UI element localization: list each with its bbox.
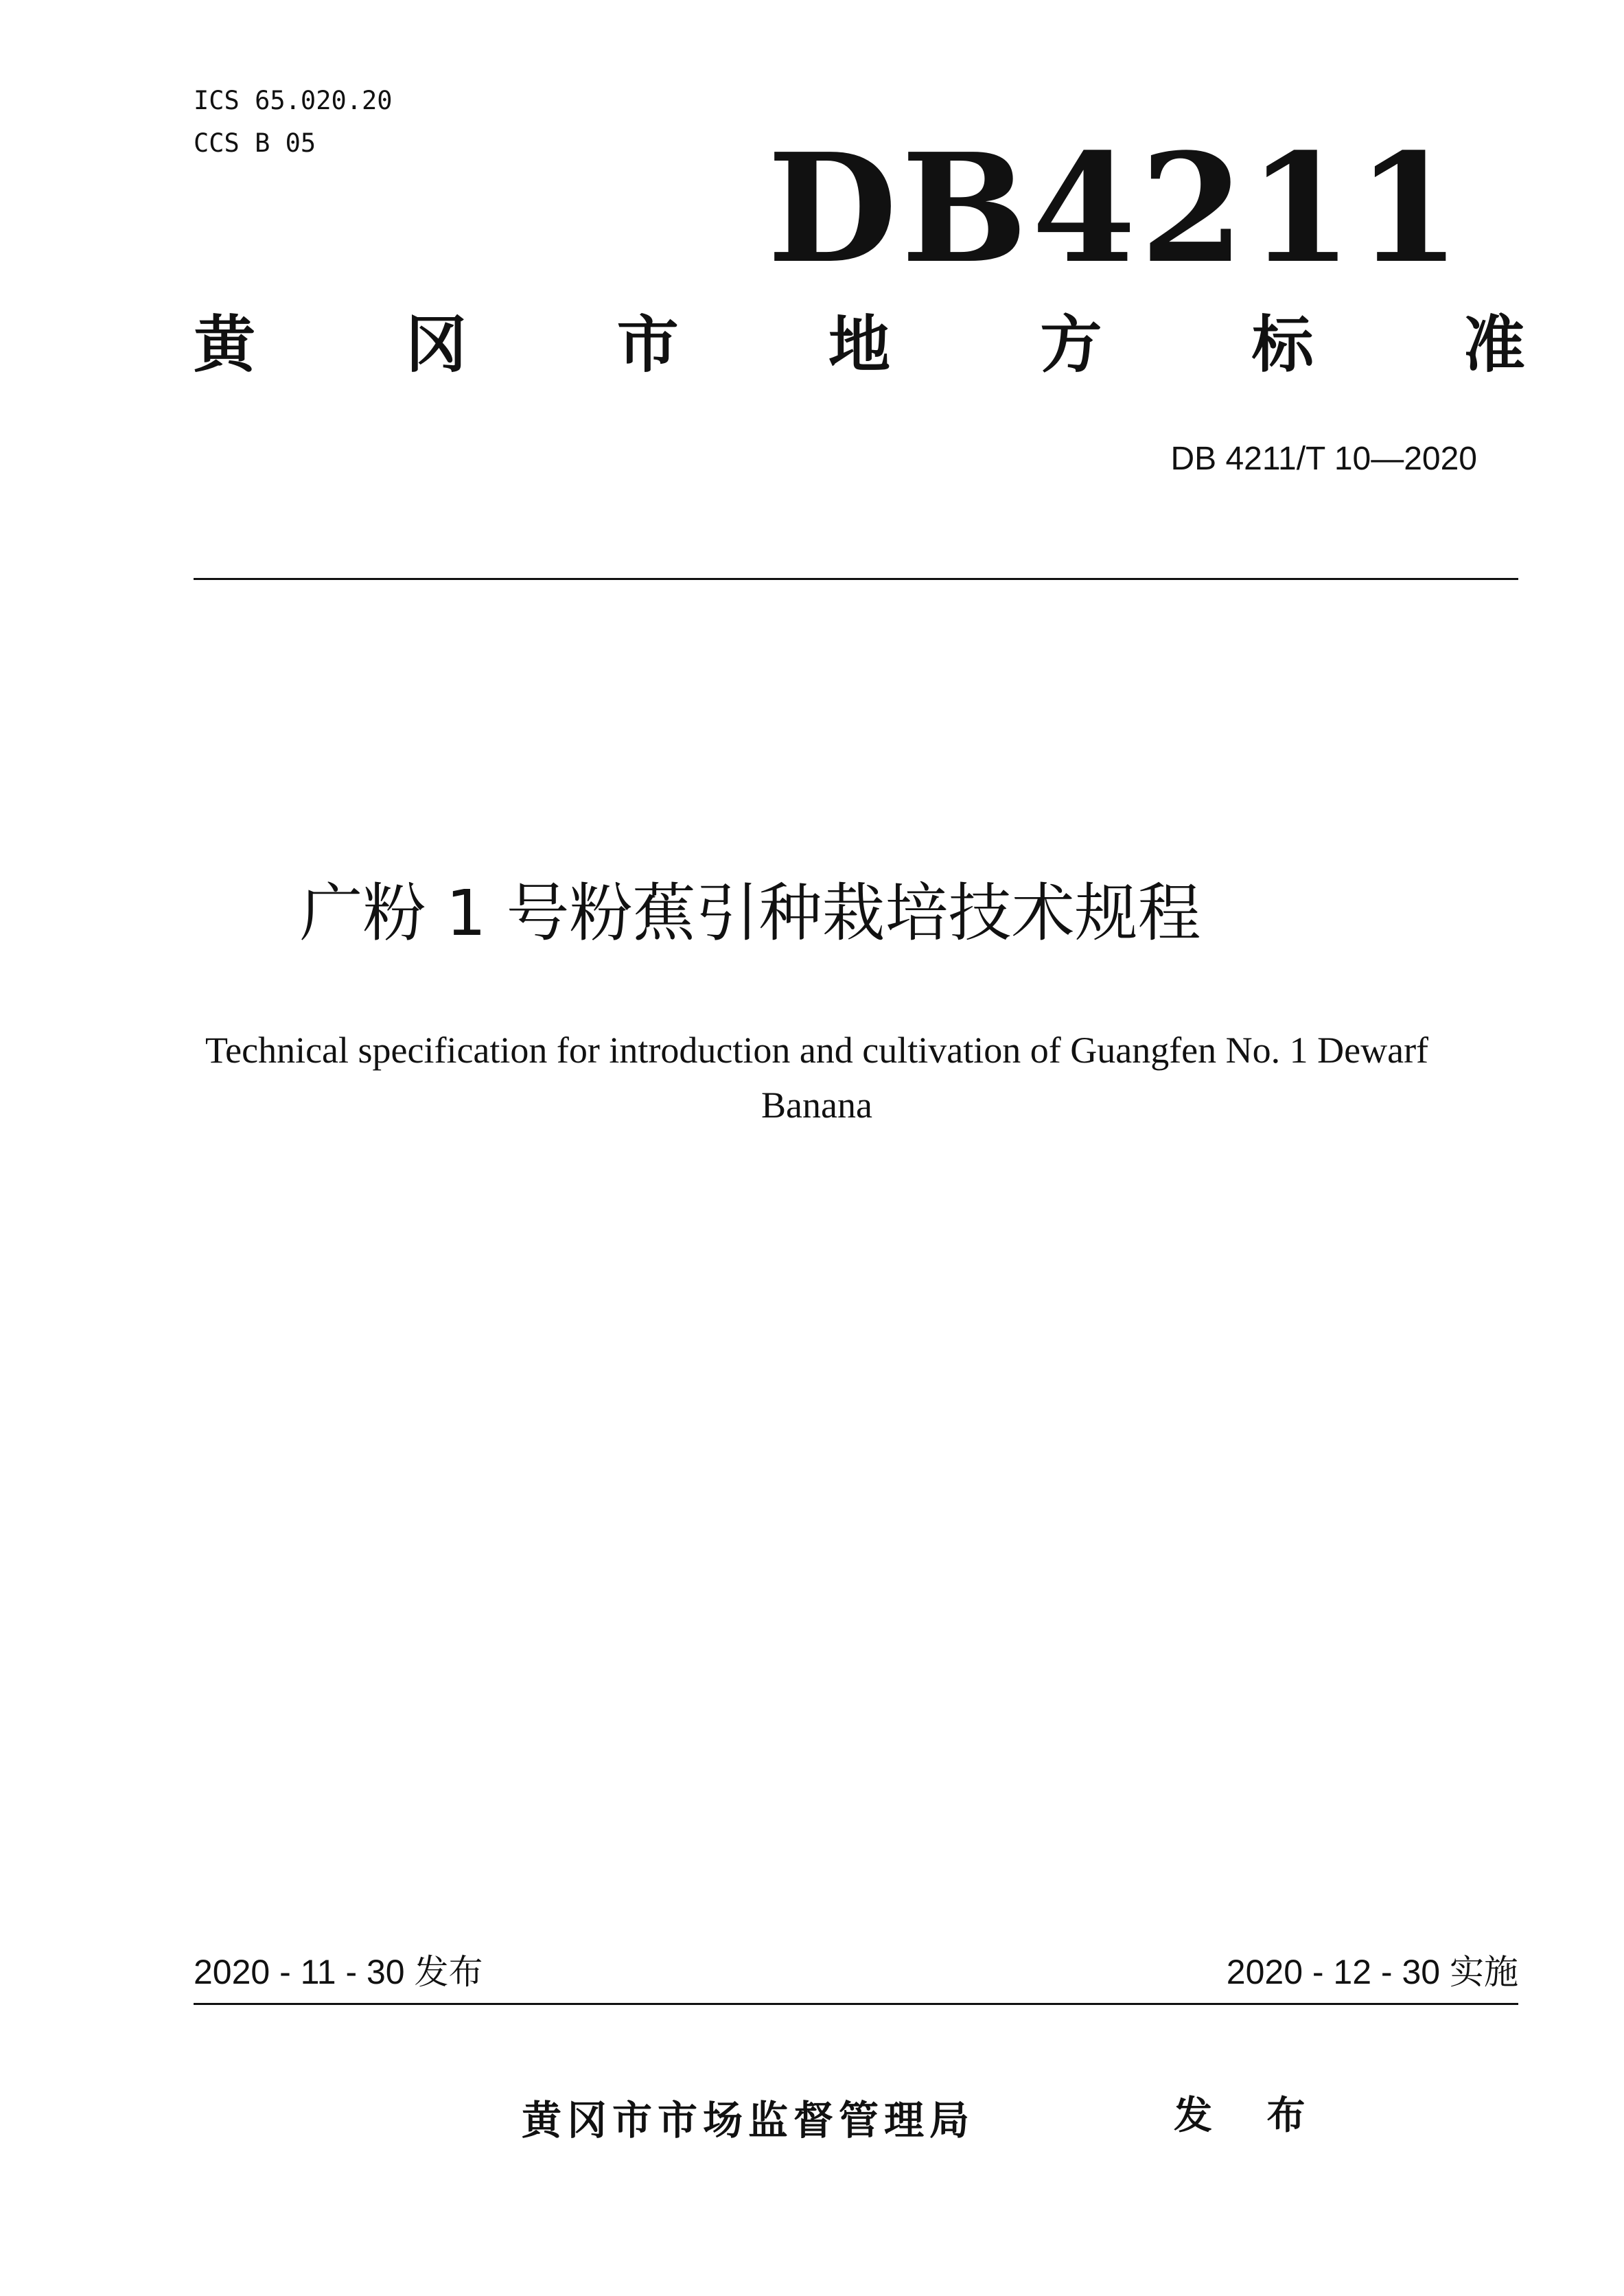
- standard-type-char: 方: [1040, 309, 1102, 381]
- issuing-authority: 黄冈市市场监督管理局: [522, 2097, 975, 2144]
- standard-type-char: 标: [1251, 309, 1314, 381]
- top-divider: [194, 578, 1518, 580]
- ics-code: ICS 65.020.20: [194, 86, 393, 115]
- document-title-chinese: 广粉 1 号粉蕉引种栽培技术规程: [299, 877, 1201, 950]
- standard-type-char: 黄: [194, 309, 255, 381]
- ccs-code: CCS B 05: [194, 128, 316, 158]
- standard-code: DB4211: [767, 121, 1465, 297]
- english-title-line: Technical specification for introduction and cultivation of Guangfen No. 1 Dewarf: [205, 1030, 1429, 1071]
- document-title-english: [172, 1023, 1462, 1133]
- standard-number: DB 4211/T 10—2020: [1170, 441, 1477, 477]
- standard-type-char: 地: [828, 309, 890, 381]
- standard-type-char: 冈: [405, 309, 467, 381]
- standard-type-char: 市: [616, 309, 679, 381]
- effective-date: 2020 - 12 - 30 实施: [1226, 1953, 1518, 1991]
- issue-date: 2020 - 11 - 30 发布: [194, 1953, 483, 1991]
- classification-codes: [194, 80, 393, 165]
- standard-type-heading: [194, 309, 1525, 381]
- bottom-divider: [194, 2003, 1518, 2005]
- standard-type-char: 准: [1463, 309, 1525, 381]
- english-title-line: Banana: [761, 1085, 872, 1126]
- issue-label: 发 布: [1174, 2094, 1326, 2138]
